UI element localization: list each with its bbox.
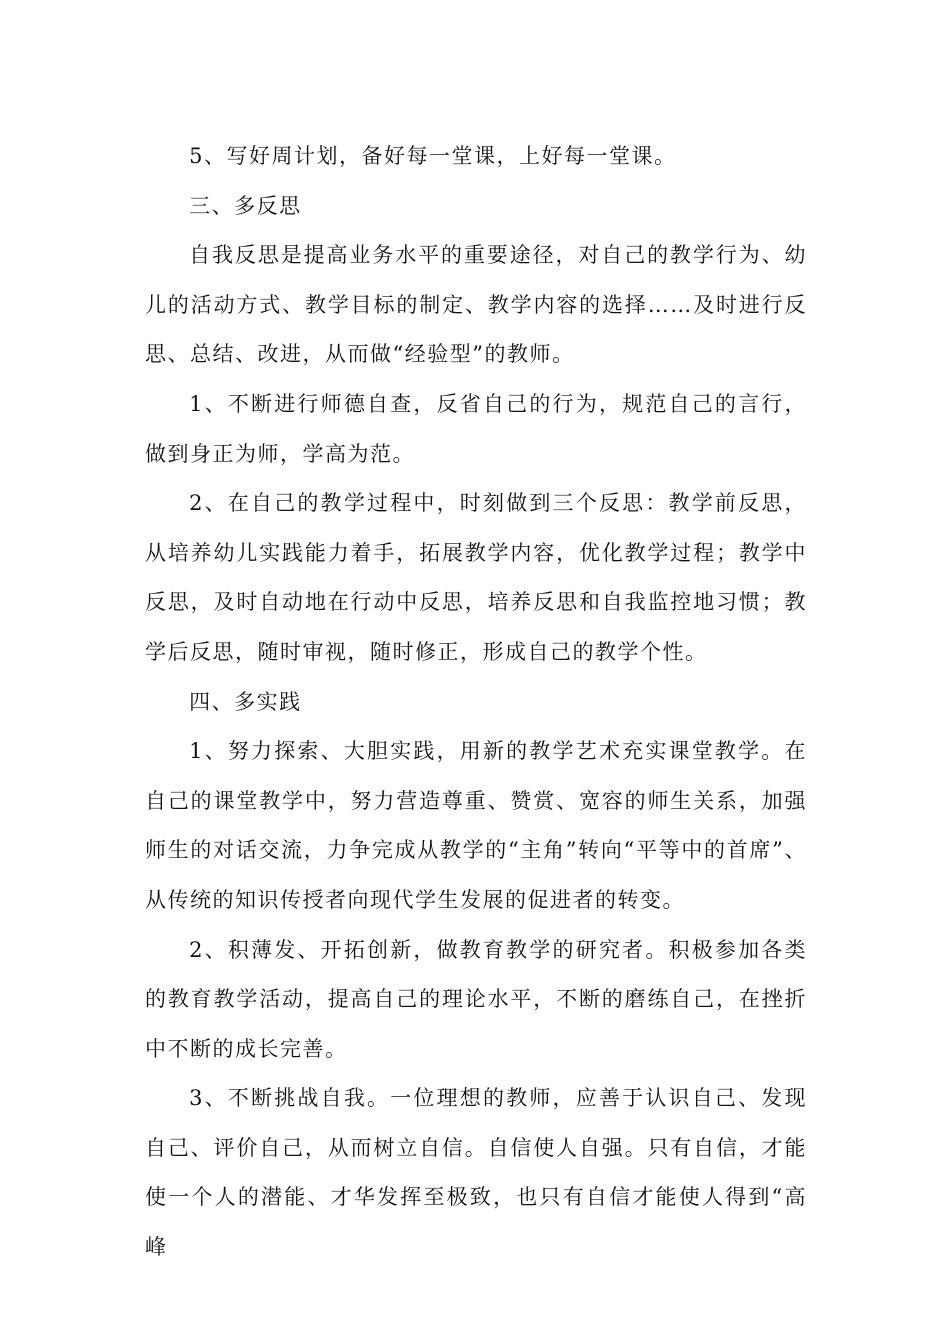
section-heading-reflect: 三、多反思 xyxy=(189,193,302,218)
document-body xyxy=(145,132,807,1273)
reflect-intro-paragraph: 自我反思是提高业务水平的重要途径，对自己的教学行为、幼儿的活动方式、教学目标的制定、教学内容的选择……及时进行反思、总结、改进，从而做“经验型”的教师。 xyxy=(145,243,807,367)
practice-item-2: 2、积薄发、开拓创新，做教育教学的研究者。积极参加各类的教育教学活动，提高自己的理论水平，不断的磨练自己，在挫折中不断的成长完善。 xyxy=(145,937,807,1061)
reflect-item-2: 2、在自己的教学过程中，时刻做到三个反思：教学前反思，从培养幼儿实践能力着手，拓展教学内容，优化教学过程；教学中反思，及时自动地在行动中反思，培养反思和自我监控地习惯；教学后反思，随时审视，随时修正，形成自己的教学个性。 xyxy=(145,491,807,664)
section-heading-practice: 四、多实践 xyxy=(189,689,302,714)
practice-item-1: 1、努力探索、大胆实践，用新的教学艺术充实课堂教学。在自己的课堂教学中，努力营造尊重、赞赏、宽容的师生关系，加强师生的对话交流，力争完成从教学的“主角”转向“平等中的首席”、从传统的知识传授者向现代学生发展的促进者的转变。 xyxy=(145,739,807,912)
plan-item-5: 5、写好周计划，备好每一堂课，上好每一堂课。 xyxy=(189,144,677,168)
practice-item-3: 3、不断挑战自我。一位理想的教师，应善于认识自己、发现自己、评价自己，从而树立自信。自信使人自强。只有自信，才能使一个人的潜能、才华发挥至极致，也只有自信才能使人得到“高峰 xyxy=(145,1086,807,1260)
reflect-item-1: 1、不断进行师德自查，反省自己的行为，规范自己的言行，做到身正为师，学高为范。 xyxy=(145,391,807,466)
